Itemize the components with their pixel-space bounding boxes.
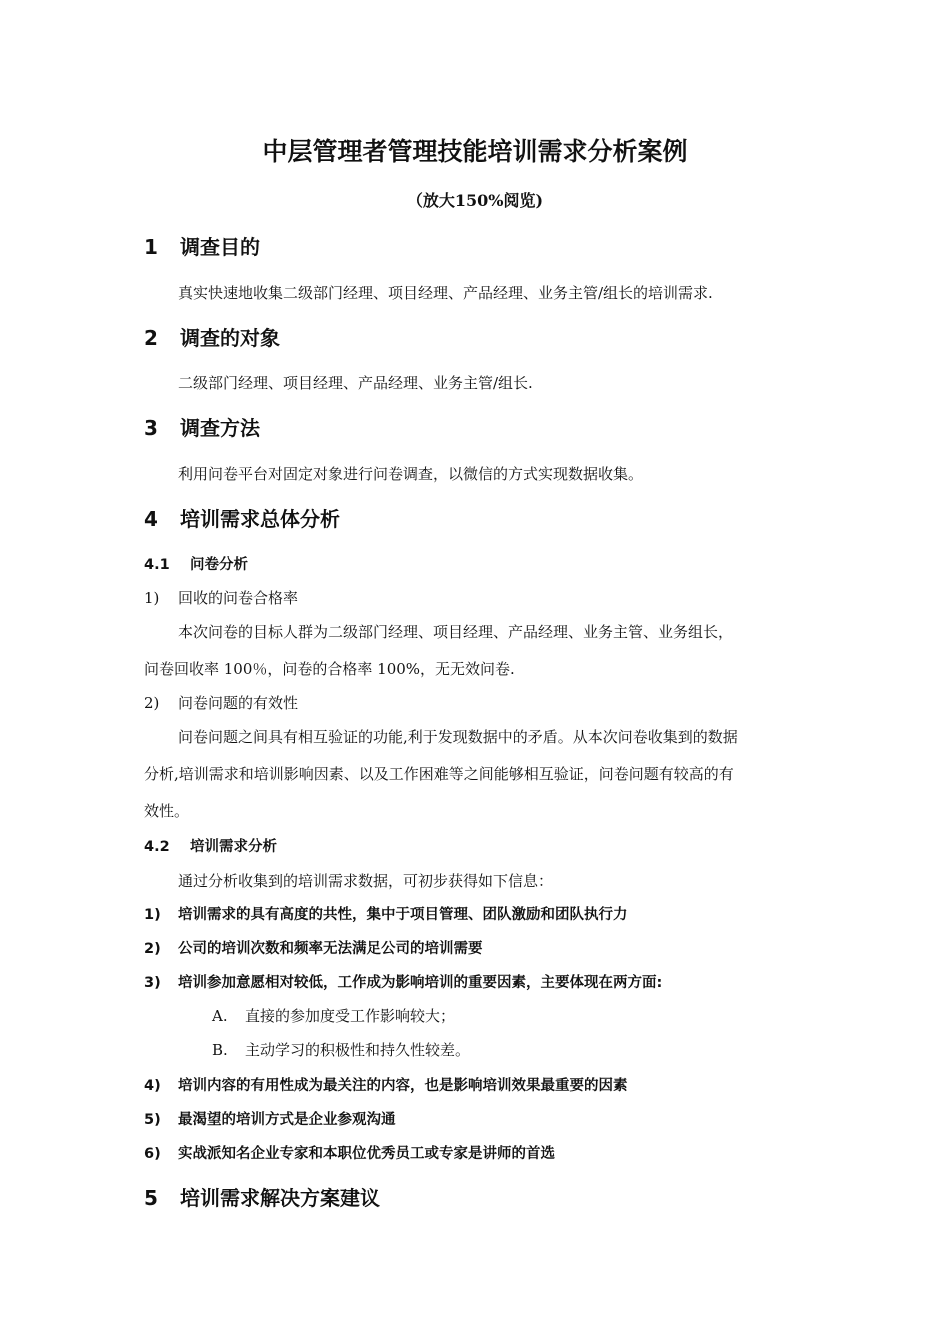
finding-item — [144, 971, 662, 992]
sub-point-text: 直接的参加度受工作影响较大； — [245, 1007, 456, 1025]
sub-point-letter: A. — [212, 1007, 228, 1025]
list-number: 1) — [144, 589, 160, 607]
paragraph-line: 分析,培训需求和培训影响因素、以及工作困难等之间能够相互验证，问卷问题有较高的有 — [144, 765, 734, 783]
section-heading-4 — [144, 503, 340, 532]
subsection-heading-4-1 — [144, 553, 248, 574]
document-title: 中层管理者管理技能培训需求分析案例 — [262, 137, 688, 166]
finding-text: 培训内容的有用性成为最关注的内容，也是影响培训效果最重要的因素 — [178, 1078, 628, 1094]
list-number: 2) — [144, 694, 160, 712]
section-number: 4 — [144, 507, 158, 531]
section-title: 调查目的 — [180, 235, 260, 259]
section-title: 调查方法 — [180, 416, 260, 440]
subsection-heading-4-2 — [144, 835, 277, 856]
list-label: 回收的问卷合格率 — [178, 589, 299, 607]
document-subtitle: （放大150%阅览) — [406, 191, 544, 210]
section-1-text: 真实快速地收集二级部门经理、项目经理、产品经理、业务主管/组长的培训需求. — [178, 284, 713, 302]
finding-number: 3) — [144, 975, 161, 991]
finding-number: 1) — [144, 907, 161, 923]
sub-point — [212, 1039, 470, 1060]
finding-text: 培训参加意愿相对较低，工作成为影响培训的重要因素，主要体现在两方面: — [178, 975, 663, 991]
section-heading-3 — [144, 412, 260, 441]
section-2-text: 二级部门经理、项目经理、产品经理、业务主管/组长. — [178, 374, 533, 392]
paragraph-line: 问卷回收率 100％，问卷的合格率 100%，无无效问卷. — [144, 660, 515, 678]
section-heading-5 — [144, 1182, 380, 1211]
section-3-text: 利用问卷平台对固定对象进行问卷调查，以微信的方式实现数据收集。 — [178, 465, 644, 483]
finding-text: 实战派知名企业专家和本职位优秀员工或专家是讲师的首选 — [178, 1146, 555, 1162]
finding-number: 5) — [144, 1112, 161, 1128]
finding-number: 4) — [144, 1078, 161, 1094]
section-title: 调查的对象 — [180, 326, 280, 350]
subsection-title: 培训需求分析 — [190, 839, 277, 855]
finding-item — [144, 903, 628, 924]
sub-point-text: 主动学习的积极性和持久性较差。 — [245, 1041, 471, 1059]
finding-number: 2) — [144, 941, 161, 957]
subsection-number: 4.2 — [144, 839, 170, 855]
paragraph-line: 本次问卷的目标人群为二级部门经理、项目经理、产品经理、业务主管、业务组长， — [178, 623, 734, 641]
finding-item — [144, 1074, 628, 1095]
section-title: 培训需求总体分析 — [180, 507, 340, 531]
section-number: 1 — [144, 235, 158, 259]
paragraph-line: 通过分析收集到的培训需求数据，可初步获得如下信息： — [178, 872, 554, 890]
finding-item — [144, 1142, 555, 1163]
list-item — [144, 692, 298, 713]
section-number: 5 — [144, 1186, 158, 1210]
section-title: 培训需求解决方案建议 — [180, 1186, 380, 1210]
paragraph-line: 问卷问题之间具有相互验证的功能,利于发现数据中的矛盾。从本次问卷收集到的数据 — [178, 728, 738, 746]
sub-point-letter: B. — [212, 1041, 228, 1059]
section-heading-1 — [144, 231, 260, 260]
finding-text: 培训需求的具有高度的共性，集中于项目管理、团队激励和团队执行力 — [178, 907, 628, 923]
finding-item — [144, 1108, 396, 1129]
section-number: 2 — [144, 326, 158, 350]
list-item — [144, 587, 298, 608]
paragraph-line: 效性。 — [144, 802, 190, 820]
subsection-title: 问卷分析 — [190, 557, 248, 573]
finding-text: 公司的培训次数和频率无法满足公司的培训需要 — [178, 941, 483, 957]
subsection-number: 4.1 — [144, 557, 170, 573]
finding-number: 6) — [144, 1146, 161, 1162]
list-label: 问卷问题的有效性 — [178, 694, 299, 712]
section-number: 3 — [144, 416, 158, 440]
section-heading-2 — [144, 322, 280, 351]
finding-text: 最渴望的培训方式是企业参观沟通 — [178, 1112, 396, 1128]
sub-point — [212, 1005, 455, 1026]
finding-item — [144, 937, 483, 958]
